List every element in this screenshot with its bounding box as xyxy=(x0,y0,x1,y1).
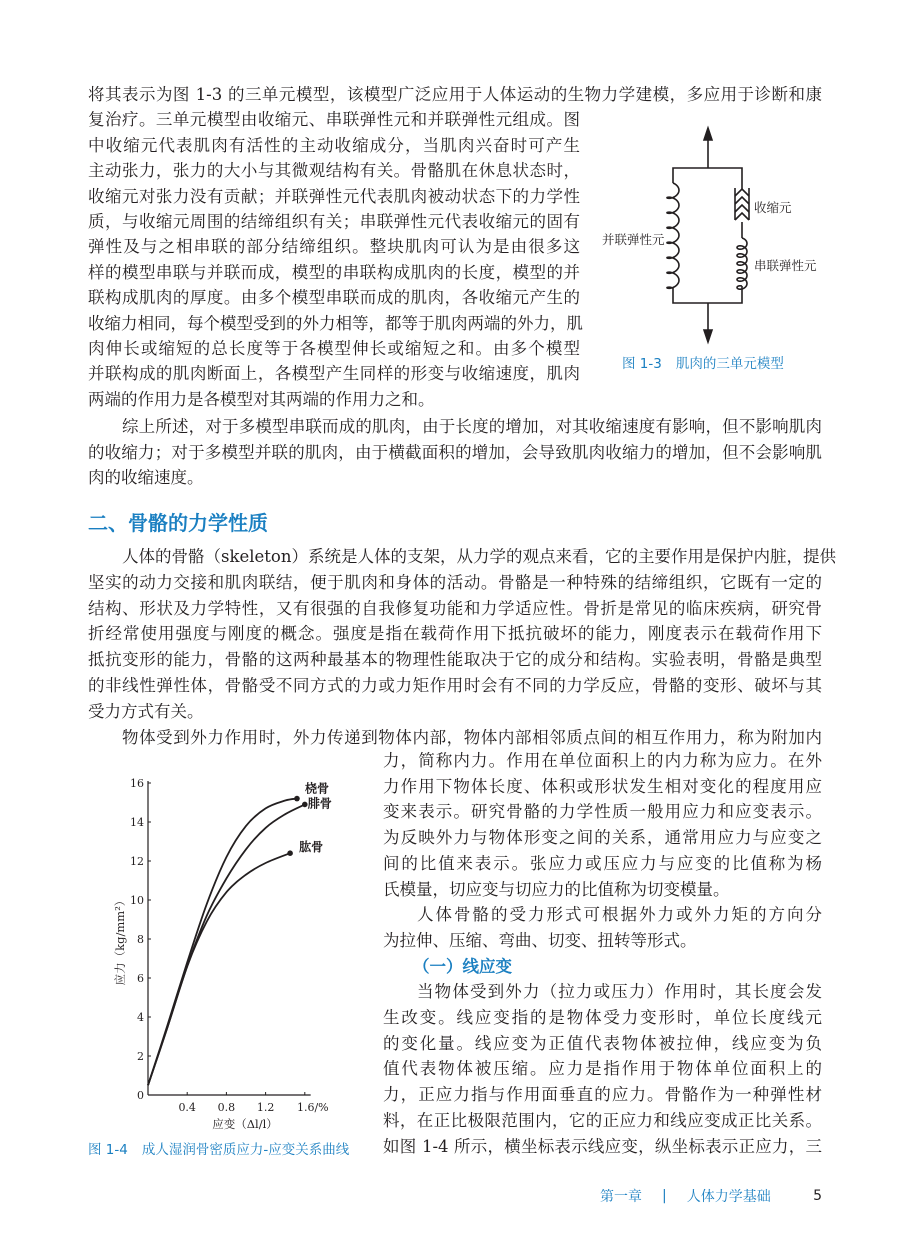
text-line: 中收缩元代表肌肉有活性的主动收缩成分，当肌肉兴奋时可产生 xyxy=(88,135,580,155)
text-line: 的变化量。线应变为正值代表物体被拉伸，线应变为负 xyxy=(383,1033,822,1053)
parallel-spring-icon xyxy=(667,183,679,288)
figure-number: 图 1-4 xyxy=(88,1142,128,1158)
text-line: 联构成肌肉的厚度。由多个模型串联而成的肌肉，各收缩元产生的 xyxy=(88,288,580,308)
text-line: 综上所述，对于多模型串联而成的肌肉，由于长度的增加，对其收缩速度有影响，但不影响肌肉 xyxy=(122,417,822,436)
figure-1-4-stress-strain-chart xyxy=(80,770,380,1140)
paragraph-stress-first-line: 物体受到外力作用时，外力传递到物体内部，物体内部相邻质点间的相互作用力，称为附加内 xyxy=(122,727,822,747)
text-line: 肉的收缩速度。 xyxy=(88,468,204,488)
figure-1-3-caption xyxy=(622,352,784,372)
x-axis-label: 应变（Δl/l） xyxy=(212,1117,278,1131)
text-line: 复治疗。三单元模型由收缩元、串联弹性元和并联弹性元组成。图 xyxy=(88,110,580,130)
text-line: 主动张力，张力的大小与其微观结构有关。骨骼肌在休息状态时， xyxy=(88,161,580,181)
label-contractile-element: 收缩元 xyxy=(754,200,792,215)
text-line: 两端的作用力是各模型对其两端的作用力之和。 xyxy=(88,389,435,409)
text-line: 人体的骨骼（skeleton）系统是人体的支架，从力学的观点来看，它的主要作用是保护内脏，提供 xyxy=(122,547,836,566)
text-line: 氏模量，切应变与切应力的比值称为切变模量。 xyxy=(383,879,730,899)
text-line: 收缩元对张力没有贡献；并联弹性元代表肌肉被动状态下的力学性 xyxy=(88,186,580,206)
text-line: 坚实的动力交接和肌肉联结，便于肌肉和身体的活动。骨骼是一种特殊的结缔组织，它既有一定的 xyxy=(88,572,822,592)
section-heading: 二、骨骼的力学性质 xyxy=(88,511,268,535)
model-frame xyxy=(673,168,742,303)
text-line: 肉伸长或缩短的总长度等于各模型伸长或缩短之和。由多个模型 xyxy=(88,339,580,359)
series-line-1 xyxy=(148,805,305,1086)
text-line: 并联构成的肌肉断面上，各模型产生同样的形变与收缩速度，肌肉 xyxy=(88,364,580,384)
y-tick-label: 8 xyxy=(137,933,144,946)
text-line: 力作用下物体长度、体积或形状发生相对变化的程度用应 xyxy=(383,776,822,796)
label-series-elastic-element: 串联弹性元 xyxy=(754,258,817,273)
series-end-point-0 xyxy=(294,796,300,802)
label-parallel-elastic-element: 并联弹性元 xyxy=(602,232,665,247)
series-label-1: 腓骨 xyxy=(307,796,332,811)
text-line: 如图 1-4 所示，横坐标表示线应变，纵坐标表示正应力，三 xyxy=(383,1136,822,1156)
text-line: 弹性及与之相串联的部分结缔组织。整块肌肉可认为是由很多这 xyxy=(88,237,580,257)
series-line-2 xyxy=(148,853,290,1085)
footer-chapter: 第一章 xyxy=(600,1189,642,1205)
text-line: 生改变。线应变指的是物体受力变形时，单位长度线元 xyxy=(383,1008,822,1028)
text-line: 结构、形状及力学特性，又有很强的自我修复功能和力学适应性。骨折是常见的临床疾病，研究骨 xyxy=(88,598,822,618)
y-tick-label: 2 xyxy=(137,1050,144,1063)
page-number: 5 xyxy=(813,1188,822,1204)
x-tick-label: 1.2 xyxy=(256,1101,275,1114)
text-line: 当物体受到外力（拉力或压力）作用时，其长度会发 xyxy=(417,982,822,1002)
text-line: 的非线性弹性体，骨骼受不同方式的力或力矩作用时会有不同的力学反应，骨骼的变形、破坏与其 xyxy=(88,675,822,695)
series-line-0 xyxy=(148,799,297,1086)
figure-1-4-caption xyxy=(88,1138,349,1158)
x-tick-label: 1.6/% xyxy=(296,1101,329,1114)
text-line: 受力方式有关。 xyxy=(88,701,204,721)
right-column-text xyxy=(383,748,822,1159)
paragraph-load-forms xyxy=(383,902,822,953)
y-tick-label: 16 xyxy=(130,777,144,790)
contractile-element-icon xyxy=(735,186,749,220)
text-line: 折经常使用强度与刚度的概念。强度是指在载荷作用下抵抗破坏的能力，刚度表示在载荷作用下 xyxy=(88,624,822,644)
bottom-arrow-head xyxy=(704,330,712,342)
text-line: 力，正应力指与作用面垂直的应力。骨骼作为一种弹性材 xyxy=(383,1085,822,1105)
figure-number: 图 1-3 xyxy=(622,356,662,372)
y-tick-label: 4 xyxy=(137,1011,144,1024)
page-footer xyxy=(600,1186,822,1206)
top-arrow-head xyxy=(704,128,712,140)
text-line: 人体骨骼的受力形式可根据外力或外力矩的方向分 xyxy=(417,905,822,925)
text-line: 样的模型串联与并联而成，模型的串联构成肌肉的长度，模型的并 xyxy=(88,262,580,282)
series-end-point-1 xyxy=(302,802,308,808)
text-line: 为反映外力与物体形变之间的关系，通常用应力与应变之 xyxy=(383,828,822,848)
paragraph-stress-continued xyxy=(383,748,822,902)
text-line: 将其表示为图 1-3 的三单元模型，该模型广泛应用于人体运动的生物力学建模，多应用于诊断和康 xyxy=(88,85,822,104)
y-tick-label: 14 xyxy=(130,816,144,829)
series-spring-icon xyxy=(737,238,747,289)
y-tick-label: 10 xyxy=(130,894,144,907)
text-line: 值代表物体被压缩。应力是指作用于物体单位面积上的 xyxy=(383,1059,822,1079)
series-label-0: 桡骨 xyxy=(304,781,329,796)
series-label-2: 肱骨 xyxy=(299,840,324,855)
footer-separator: | xyxy=(662,1188,667,1204)
text-line: 为拉伸、压缩、弯曲、切变、扭转等形式。 xyxy=(383,930,697,950)
y-axis-label: 应力（kg/mm²） xyxy=(113,894,127,986)
paragraph-skeleton-lines xyxy=(88,544,836,725)
text-line: 间的比值来表示。张应力或压应力与应变的比值称为杨 xyxy=(383,853,822,873)
paragraph-skeleton xyxy=(88,544,836,750)
paragraph-summary xyxy=(88,414,822,491)
figure-title: 肌肉的三单元模型 xyxy=(675,356,784,372)
paragraph-linear-strain xyxy=(383,979,822,1159)
text-line: 收缩力相同，每个模型受到的外力相等，都等于肌肉两端的外力，肌 xyxy=(88,313,583,333)
text-line: 料，在正比极限范围内，它的正应力和线应变成正比关系。 xyxy=(383,1110,822,1130)
y-tick-label: 0 xyxy=(137,1089,144,1102)
y-tick-label: 12 xyxy=(130,855,144,868)
figure-1-3-three-element-model-diagram xyxy=(600,110,830,380)
text-line: 抵抗变形的能力，骨骼的这两种最基本的物理性能取决于它的成分和结构。实验表明，骨骼是典型 xyxy=(88,650,822,670)
x-tick-label: 0.8 xyxy=(217,1101,236,1114)
subsection-heading-linear-strain: （一）线应变 xyxy=(413,956,512,976)
series-end-point-2 xyxy=(287,850,293,856)
text-line: 变来表示。研究骨骼的力学性质一般用应力和应变表示。 xyxy=(383,802,822,822)
x-tick-label: 0.4 xyxy=(178,1101,196,1114)
text-line: 质，与收缩元周围的结缔组织有关；串联弹性元代表收缩元的固有 xyxy=(88,212,580,232)
y-tick-label: 6 xyxy=(137,972,144,985)
figure-title: 成人湿润骨密质应力-应变关系曲线 xyxy=(141,1142,350,1158)
text-line: 力，简称内力。作用在单位面积上的内力称为应力。在外 xyxy=(383,751,822,770)
footer-chapter-title: 人体力学基础 xyxy=(686,1189,771,1205)
text-line: 的收缩力；对于多模型并联的肌肉，由于横截面积的增加，会导致肌肉收缩力的增加，但不会影响肌 xyxy=(88,442,822,462)
